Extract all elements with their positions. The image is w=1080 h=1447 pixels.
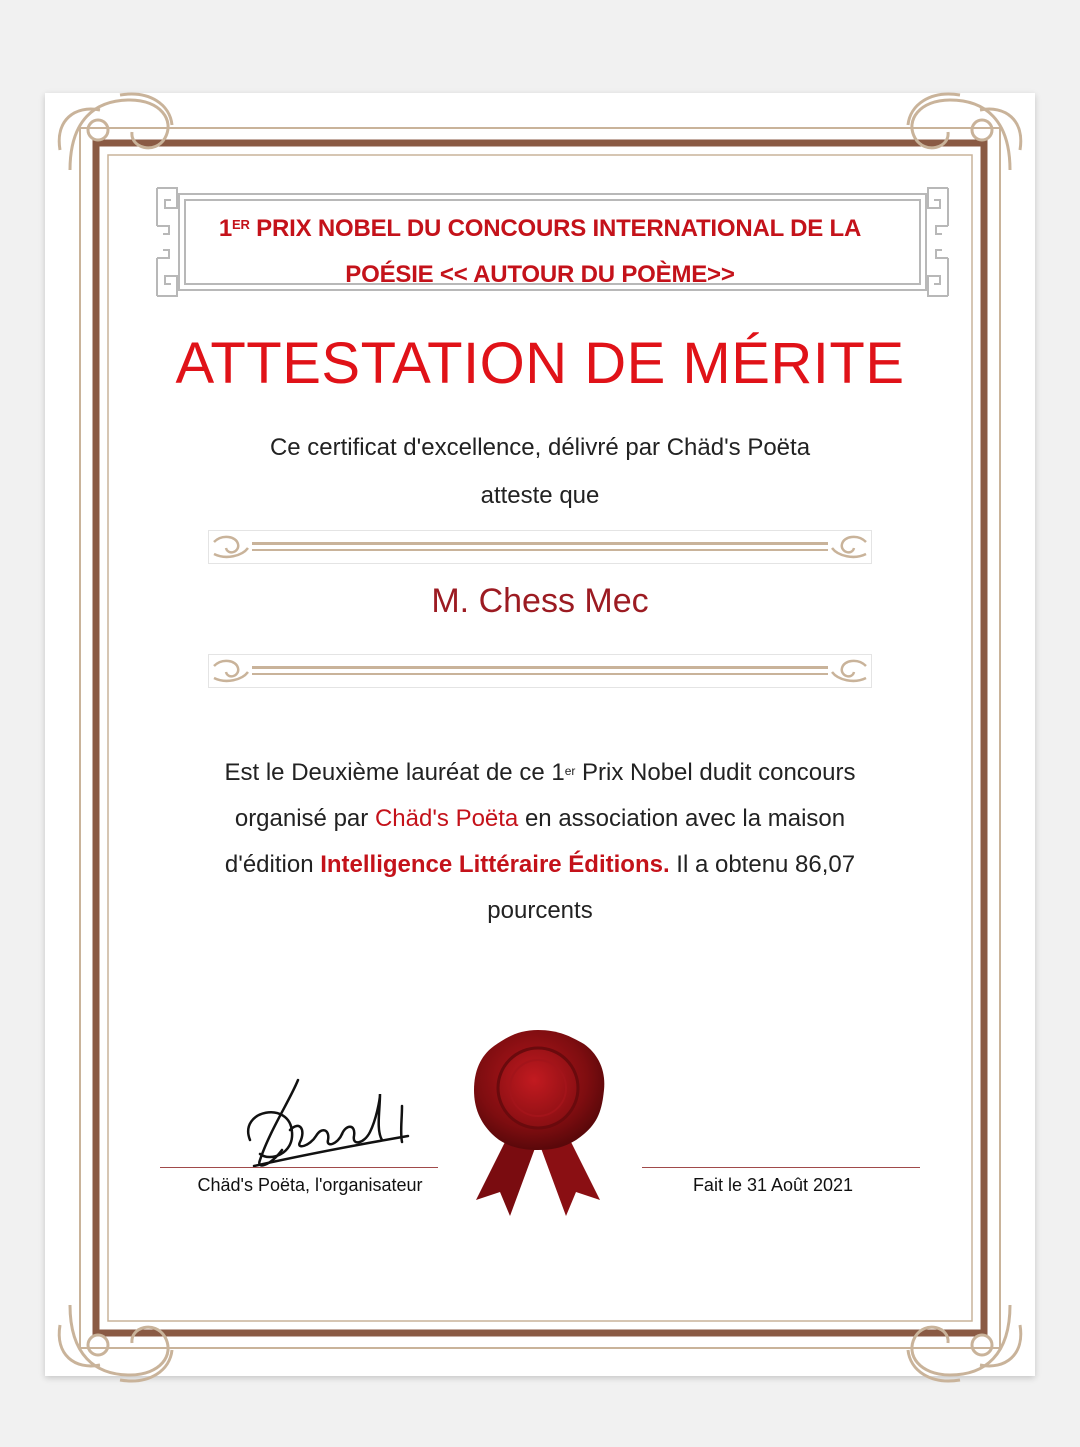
statement-line-2 <box>180 796 900 842</box>
corner-ornament-top-right <box>908 94 1021 170</box>
statement-line-1 <box>180 750 900 796</box>
recipient-divider-top <box>208 530 872 564</box>
statement-line-3 <box>180 842 900 888</box>
heading-line1: PRIX NOBEL DU CONCOURS INTERNATIONAL DE LA <box>249 215 862 242</box>
statement-1b: Prix Nobel dudit concours <box>575 759 856 786</box>
signature-line-left <box>160 1167 438 1168</box>
corner-ornament-top-left <box>59 94 172 170</box>
intro-text <box>0 424 1080 520</box>
award-statement <box>180 750 900 934</box>
publisher-name: Intelligence Littéraire Éditions. <box>320 851 670 878</box>
statement-2b: en association avec la maison <box>518 805 846 832</box>
corner-ornament-bottom-right <box>908 1305 1021 1381</box>
statement-1-sup: er <box>564 764 576 778</box>
date-caption: Fait le 31 Août 2021 <box>692 1175 854 1195</box>
intro-line-2: atteste que <box>480 482 600 509</box>
intro-line-1: Ce certificat d'excellence, délivré par Chäd's Poëta <box>269 434 811 461</box>
statement-2a: organisé par <box>234 805 375 832</box>
statement-line-4: pourcents <box>487 897 593 924</box>
recipient-divider-bottom <box>208 654 872 688</box>
heading-line2: POÉSIE << AUTOUR DU POÈME>> <box>345 261 735 288</box>
certificate-title: ATTESTATION DE MÉRITE <box>175 331 905 396</box>
handwritten-signature <box>230 1070 430 1180</box>
wax-seal-icon <box>438 1000 638 1230</box>
organizer-name: Chäd's Poëta <box>374 805 519 832</box>
organizer-caption: Chäd's Poëta, l'organisateur <box>197 1175 423 1195</box>
corner-ornament-bottom-left <box>59 1305 172 1381</box>
statement-3b: Il a obtenu 86,07 <box>669 851 856 878</box>
statement-3a: d'édition <box>224 851 321 878</box>
competition-heading <box>180 206 900 298</box>
heading-ordinal-suffix: ER <box>232 217 250 232</box>
signature-line-right <box>642 1167 920 1168</box>
statement-1a: Est le Deuxième lauréat de ce 1 <box>224 759 565 786</box>
heading-ordinal: 1 <box>218 215 233 242</box>
recipient-name: M. Chess Mec <box>431 582 649 620</box>
